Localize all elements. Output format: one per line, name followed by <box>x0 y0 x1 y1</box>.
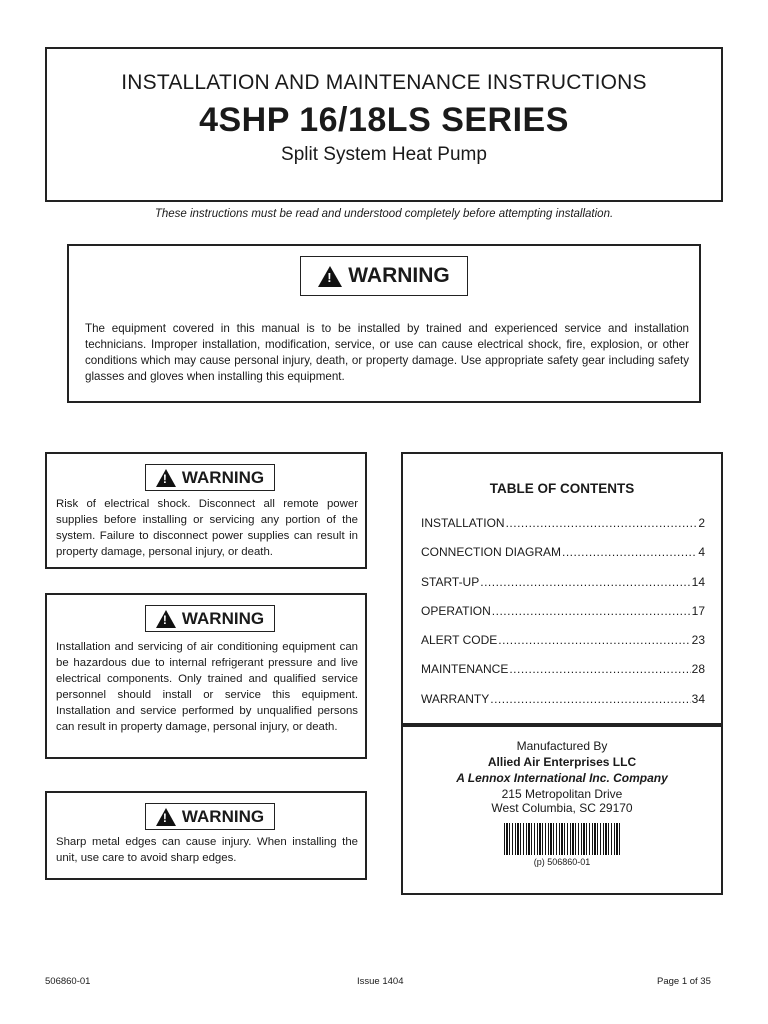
warning-box-refrigerant <box>45 593 367 759</box>
main-warning-box <box>67 244 701 403</box>
toc-list <box>421 516 705 721</box>
toc-item[interactable]: ALERT CODE ..... 23 <box>421 633 705 662</box>
toc-item[interactable]: OPERATION ..... 17 <box>421 604 705 633</box>
warning-text: Sharp metal edges can cause injury. When installing the unit, use care to avoid sharp edges. <box>56 836 358 864</box>
warning-triangle-icon <box>318 266 342 287</box>
warning-triangle-icon <box>156 808 176 826</box>
warning-label: WARNING <box>181 608 265 628</box>
product-description: Split System Heat Pump <box>281 144 487 165</box>
document-type: INSTALLATION AND MAINTENANCE INSTRUCTIONS <box>121 71 647 94</box>
part-number: (p) 506860-01 <box>533 857 591 867</box>
warning-badge <box>300 256 468 296</box>
parent-company: A Lennox International Inc. Company <box>456 771 668 785</box>
footer-issue: Issue 1404 <box>357 976 404 987</box>
manufactured-by-label: Manufactured By <box>516 739 608 753</box>
title-block <box>45 47 723 202</box>
toc-item[interactable]: INSTALLATION ..... 2 <box>421 516 705 545</box>
toc-item[interactable]: CONNECTION DIAGRAM ..... 4 <box>421 545 705 574</box>
company-name: Allied Air Enterprises LLC <box>487 755 637 769</box>
warning-badge <box>145 803 275 830</box>
warning-label: WARNING <box>181 467 265 487</box>
warning-label: WARNING <box>181 806 265 826</box>
table-of-contents <box>401 452 723 725</box>
toc-item[interactable]: START-UP ..... 14 <box>421 575 705 604</box>
warning-badge <box>145 464 275 491</box>
warning-text: Installation and servicing of air conditioning equipment can be hazardous due to internal refrigerant pressure and live electrical components. Only trained and qualified service personnel should install or service this equipment. Installation and service performed by unqualified persons can result in property damage, personal injury, or death. <box>56 641 358 733</box>
warning-text: The equipment covered in this manual is to be installed by trained and experienced service and installation technicians. Improper installation, modification, service, or use can cause electrical shock, fire, explosion, or other conditions which may cause personal injury, death, or property damage. Use appropriate safety gear including safety glasses and gloves when installing this equipment. <box>85 322 689 383</box>
warning-label: WARNING <box>348 264 450 287</box>
warning-box-sharp-edges <box>45 791 367 880</box>
street-address: 215 Metropolitan Drive <box>501 787 623 801</box>
warning-triangle-icon <box>156 610 176 628</box>
toc-item[interactable]: MAINTENANCE ..... 28 <box>421 662 705 691</box>
manufacturer-box <box>401 725 723 895</box>
product-series: 4SHP 16/18LS SERIES <box>199 101 569 139</box>
toc-title: TABLE OF CONTENTS <box>489 481 635 496</box>
warning-badge <box>145 605 275 632</box>
warning-box-electrical <box>45 452 367 569</box>
barcode-image <box>504 823 620 855</box>
city-address: West Columbia, SC 29170 <box>491 801 633 815</box>
toc-item[interactable]: WARRANTY ..... 34 <box>421 692 705 721</box>
footer-doc-number: 506860-01 <box>45 976 91 987</box>
footer-page-number: Page 1 of 35 <box>657 976 711 987</box>
intro-note: These instructions must be read and understood completely before attempting installation. <box>154 208 614 220</box>
warning-triangle-icon <box>156 469 176 487</box>
warning-text: Risk of electrical shock. Disconnect all remote power supplies before installing or servicing any portion of the system. Failure to disconnect power supplies can result in property damage, personal injury, or death. <box>56 498 358 558</box>
